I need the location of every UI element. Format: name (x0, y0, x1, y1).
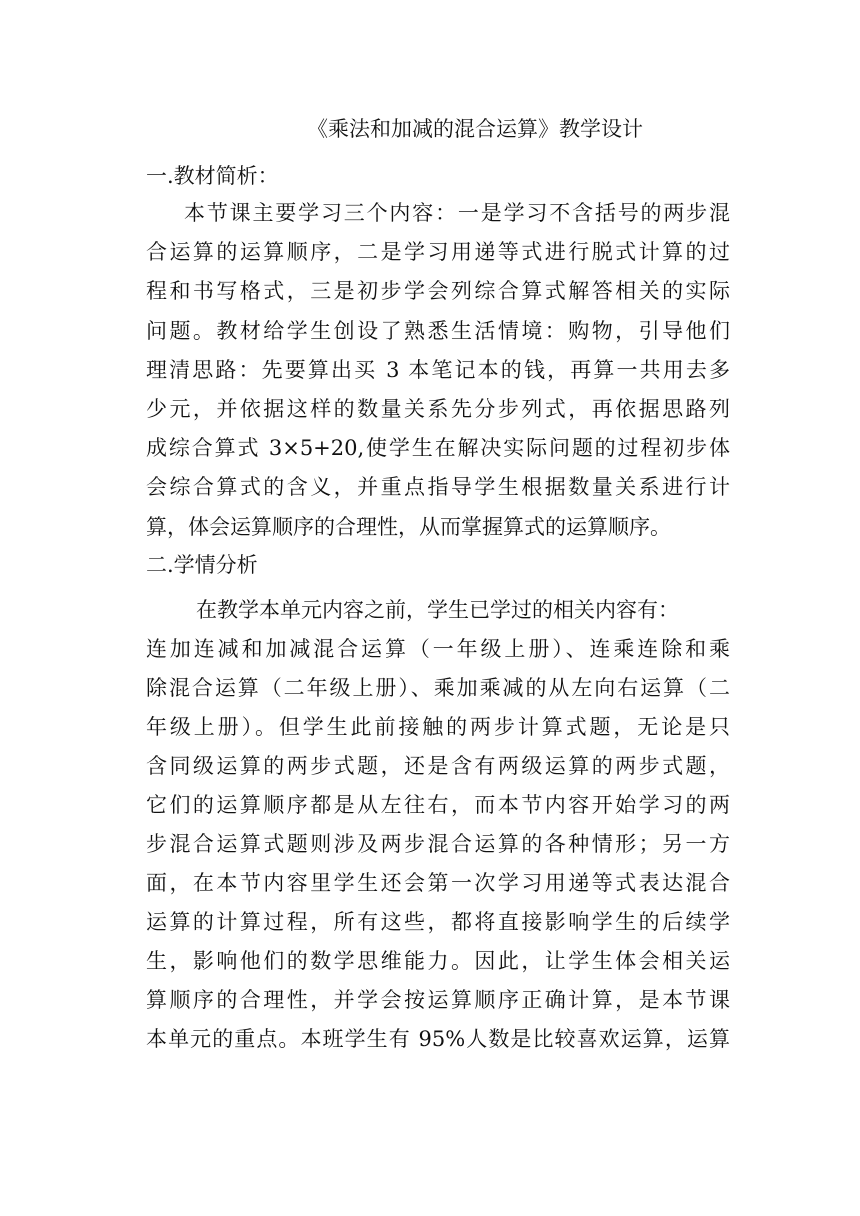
text-line: 含同级运算的两步式题，还是含有两级运算的两步式题， (146, 753, 730, 778)
text-line: 本单元的重点。本班学生有 95%人数是比较喜欢运算，运算 (146, 1026, 730, 1051)
text-line: 成综合算式 3×5+20,使学生在解决实际问题的过程初步体 (146, 436, 730, 461)
text-line: 面，在本节内容里学生还会第一次学习用递等式表达混合 (146, 870, 730, 895)
section-heading-student-analysis: 二.学情分析 (146, 552, 258, 577)
text-line: 年级上册）。但学生此前接触的两步计算式题，无论是只 (146, 714, 730, 739)
paragraph-textbook-analysis (146, 194, 730, 547)
text-line: 问题。教材给学生创设了熟悉生活情境：购物，引导他们 (146, 318, 730, 343)
text-line: 理清思路：先要算出买 3 本笔记本的钱，再算一共用去多 (146, 357, 730, 382)
text-line: 少元，并依据这样的数量关系先分步列式，再依据思路列 (146, 396, 730, 421)
text-line: 生，影响他们的数学思维能力。因此，让学生体会相关运 (146, 948, 730, 973)
text-line: 算顺序的合理性，并学会按运算顺序正确计算，是本节课 (146, 987, 730, 1012)
paragraph-student-analysis (146, 591, 730, 1059)
document-title: 《乘法和加减的混合运算》教学设计 (307, 117, 643, 141)
section-heading-textbook-analysis: 一.教材简析： (146, 164, 279, 188)
text-line: 在教学本单元内容之前，学生已学过的相关内容有： (196, 597, 679, 622)
text-line: 运算的计算过程，所有这些，都将直接影响学生的后续学 (146, 909, 730, 934)
text-line: 会综合算式的含义，并重点指导学生根据数量关系进行计 (146, 475, 730, 500)
document-body (146, 158, 730, 1059)
text-line: 程和书写格式，三是初步学会列综合算式解答相关的实际 (146, 279, 730, 304)
text-line: 步混合运算式题则涉及两步混合运算的各种情形；另一方 (146, 831, 730, 856)
text-line: 它们的运算顺序都是从左往右，而本节内容开始学习的两 (146, 792, 730, 817)
text-line: 连加连减和加减混合运算（一年级上册）、连乘连除和乘 (146, 636, 730, 661)
text-line: 除混合运算（二年级上册）、乘加乘减的从左向右运算（二 (146, 675, 730, 700)
text-line: 本节课主要学习三个内容：一是学习不含括号的两步混 (184, 201, 730, 225)
text-line: 算，体会运算顺序的合理性，从而掌握算式的运算顺序。 (146, 514, 671, 539)
text-line: 合运算的运算顺序，二是学习用递等式进行脱式计算的过 (146, 240, 730, 265)
